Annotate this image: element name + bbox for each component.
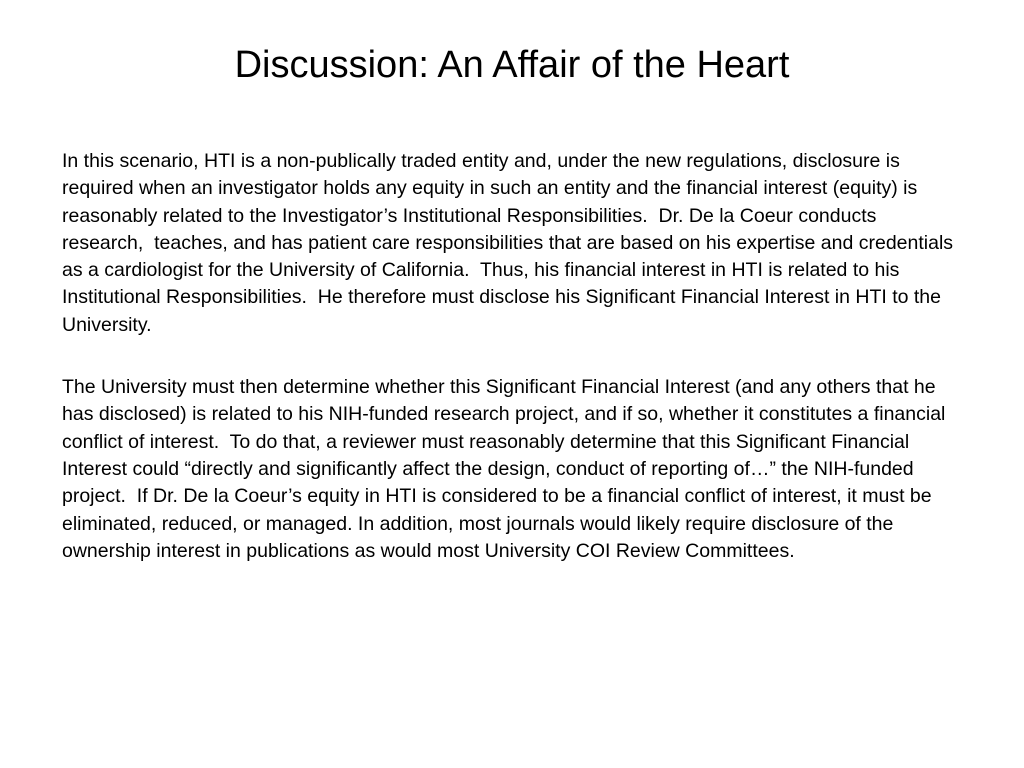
body-paragraph-determination: The University must then determine whether this Significant Financial Interest (and any others that he has disclosed) is related to his NIH-funded research project, and if so, whether it constitutes a financial conflict of interest. To do that, a reviewer must reasonably determine that this Significant Financial Interest could “directly and significantly affect the design, conduct of reporting of…” the NIH-funded project. If Dr. De la Coeur’s equity in HTI is considered to be a financial conflict of interest, it must be eliminated, reduced, or managed. In addition, most journals would likely require disclosure of the ownership interest in publications as would most University COI Review Committees. — [62, 376, 951, 562]
slide-body — [62, 148, 962, 565]
slide-title: Discussion: An Affair of the Heart — [234, 44, 790, 86]
body-paragraph-disclosure: In this scenario, HTI is a non-publically traded entity and, under the new regulations, disclosure is required when an investigator holds any equity in such an entity and the financial interest (equity) is reasonably related to the Investigator’s Institutional Responsibilities. Dr. De la Coeur conducts research, teaches, and has patient care responsibilities that are based on his expertise and credentials as a cardiologist for the University of California. Thus, his financial interest in HTI is related to his Institutional Responsibilities. He therefore must disclose his Significant Financial Interest in HTI to the University. — [62, 150, 959, 336]
